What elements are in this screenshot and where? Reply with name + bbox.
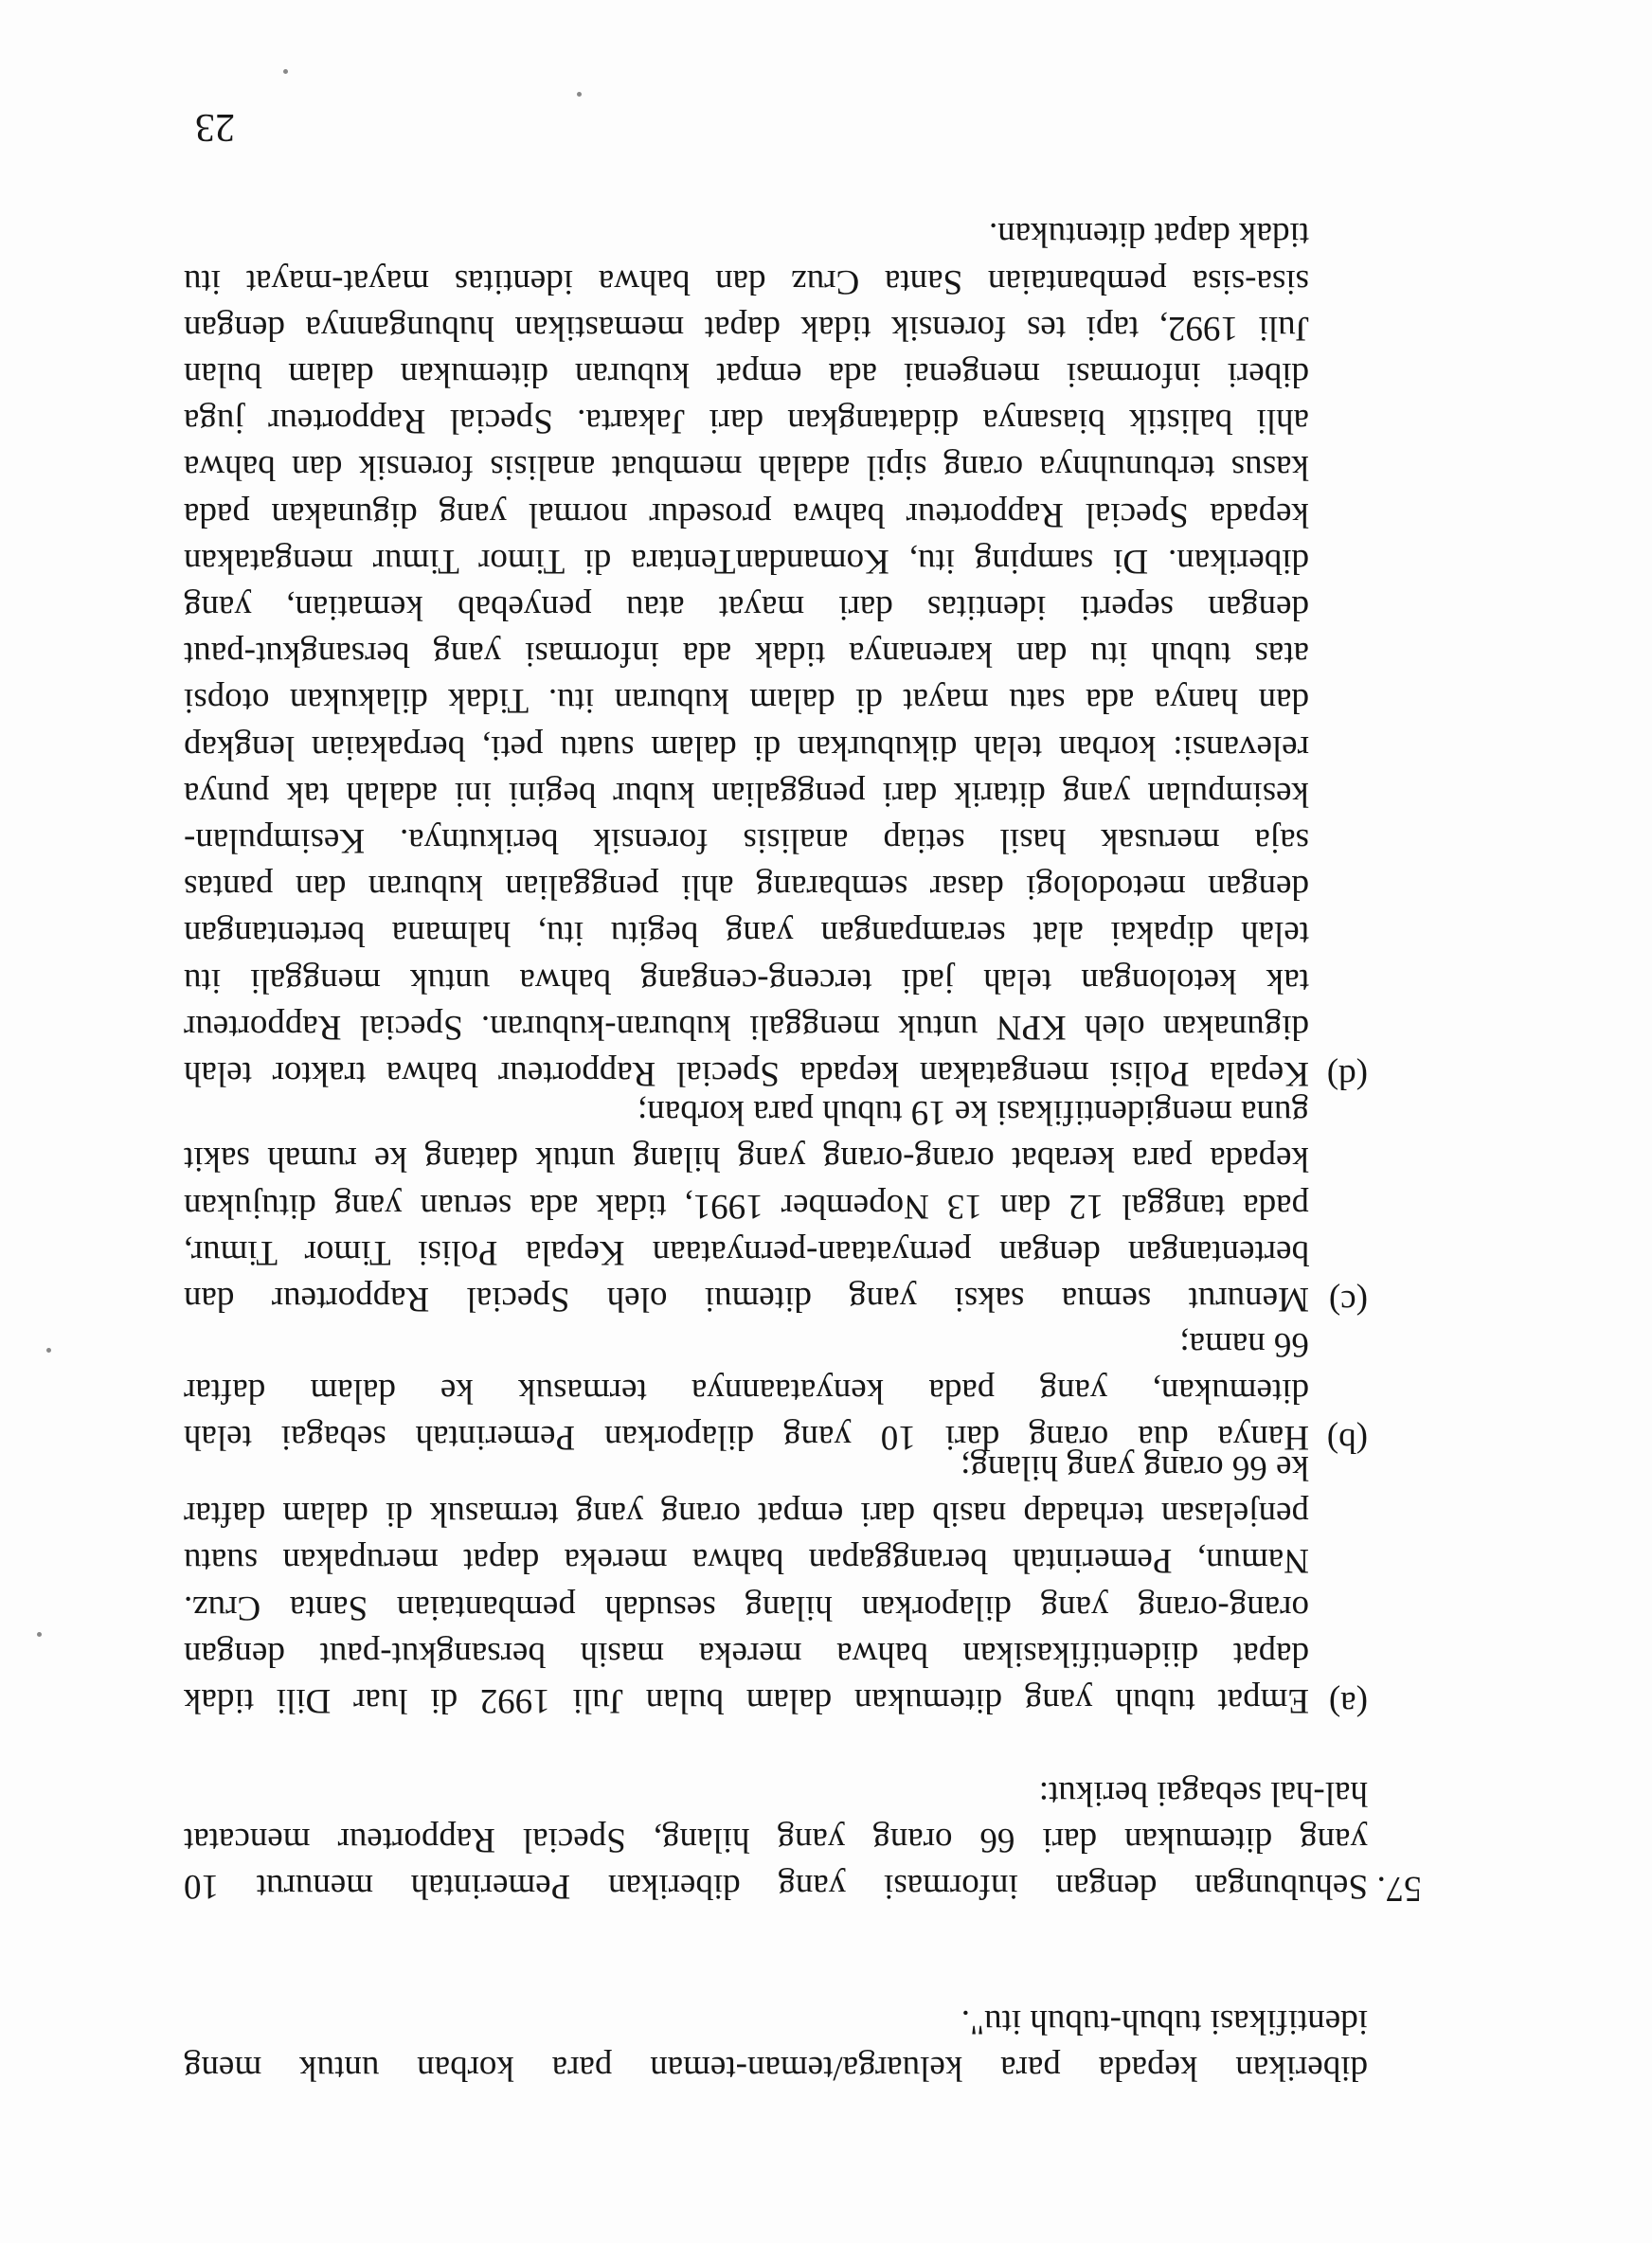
text-line: relevansi: korban telah dikuburkan di dalam suatu peti, berpakaian lengkap	[184, 727, 1309, 767]
text-line: saja merusak hasil setiap analisis forensik berikutnya. Kesimpulan-	[184, 820, 1309, 860]
text-line: tak ketolongan telah jadi terceng-cengang bahwa untuk menggali itu	[184, 960, 1309, 1000]
scan-speck	[283, 69, 288, 74]
text-line: diberikan kepada para keluarga/teman-teman para korban untuk meng	[184, 2049, 1368, 2088]
scan-speck	[46, 1348, 51, 1353]
scan-speck	[577, 92, 582, 97]
text-line: atas tubuh itu dan karenanya tidak ada informasi yang bersangkut-paut	[184, 635, 1309, 674]
text-line: identifikasi tubuh-tubuh itu".	[961, 2001, 1368, 2041]
text-line: sisa-sisa pembantaian Santa Cruz dan bahwa identitas mayat-mayat itu	[184, 261, 1309, 301]
text-line: diberikan. Di samping itu, KomandanTentara di Timor Timur mengatakan	[184, 541, 1309, 581]
continuation-paragraph	[184, 1999, 1368, 2091]
item-body-a	[184, 1444, 1309, 1724]
text-line: guna mengidentifikasi ke 19 tubuh para korban;	[637, 1093, 1309, 1133]
text-line: dengan metodologi dasar sembarang ahli penggalian kuburan dan pantas	[184, 868, 1309, 907]
text-line: ke 66 orang yang hilang;	[961, 1447, 1309, 1487]
text-line: 66 nama;	[1179, 1324, 1309, 1364]
text-line: bertentangan dengan pernyataan-pernyataan Kepala Polisi Timor Timur,	[184, 1232, 1309, 1272]
text-line: Hanya dua orang dari 10 yang dilaporkan Pemerintah sebagai telah	[184, 1418, 1309, 1457]
text-line: dapat diidentifikasikan bahwa mereka masih bersangkut-paut dengan	[184, 1634, 1309, 1674]
paragraph-number: 57.	[1376, 1869, 1422, 1909]
text-line: hal-hal sebagai berikut:	[1038, 1773, 1368, 1813]
text-line: telah dipakai alat serampangan yang begitu itu, halmana bertentangan	[184, 914, 1309, 954]
paragraph-57-intro	[184, 1769, 1368, 1910]
item-body-d	[184, 211, 1309, 1097]
text-line: kasus terbunuhnya orang sipil adalah membuat analisis forensik dan bahwa	[184, 448, 1309, 488]
text-line: penjelasan terhadap nasib dari empat orang yang termasuk di dalam daftar	[184, 1495, 1309, 1534]
item-body-b	[184, 1320, 1309, 1461]
text-line: Namun, Pemerintah beranggapan bahwa mereka dapat merupakan suatu	[184, 1541, 1309, 1581]
text-line: diberi informasi mengenai ada empat kuburan ditemukan dalam bulan	[184, 354, 1309, 394]
page-number: 23	[195, 105, 235, 149]
text-line: orang-orang yang dilaporkan hilang sesudah pembantaian Santa Cruz.	[184, 1588, 1309, 1627]
text-line: Sehubungan dengan informasi yang diberikan Pemerintah menurut 10	[184, 1867, 1368, 1906]
item-label-d: (d)	[1326, 1057, 1368, 1096]
text-line: Kepala Polisi mengatakan kepada Special Rapporteur bahwa traktor telah	[184, 1054, 1309, 1093]
text-line: ditemukan, yang pada kenyataannya termasuk ke dalam daftar	[184, 1371, 1309, 1410]
text-line: kepada Special Rapporteur bahwa prosedur normal yang digunakan pada	[184, 494, 1309, 534]
text-line: dengan seperti identitas dari mayat atau penyebab kematian, yang	[184, 587, 1309, 627]
text-line: pada tanggal 12 dan 13 Nopember 1991, tidak ada seruan yang ditujukan	[184, 1186, 1309, 1226]
item-label-c: (c)	[1328, 1283, 1368, 1321]
scan-speck	[37, 1632, 42, 1637]
text-line: digunakan oleh KPN untuk menggali kuburan-kuburan. Special Rapporteur	[184, 1007, 1309, 1047]
text-line: Empat tubuh yang ditemukan dalam bulan Juli 1992 di luar Dili tidak	[184, 1681, 1309, 1720]
item-label-a: (a)	[1328, 1684, 1368, 1723]
item-label-b: (b)	[1326, 1421, 1368, 1460]
text-line: Juli 1992, tapi tes forensik tidak dapat memastikan hubungannya dengan	[184, 308, 1309, 348]
text-line: yang ditemukan dari 66 orang yang hilang, Special Rapporteur mencatat	[184, 1820, 1368, 1859]
item-body-c	[184, 1089, 1309, 1322]
text-line: Menurut semua saksi yang ditemui oleh Special Rapporteur dan	[184, 1280, 1309, 1319]
text-line: tidak dapat ditentukan.	[988, 215, 1309, 255]
text-line: dan hanya ada satu mayat di dalam kuburan itu. Tidak dilakukan otopsi	[184, 681, 1309, 721]
text-line: kesimpulan yang ditarik dari penggalian kubur begini ini adalah tak punya	[184, 774, 1309, 814]
text-line: kepada para kerabat orang-orang yang hilang untuk datang ke rumah sakit	[184, 1139, 1309, 1179]
text-line: ahli balistik biasanya didatangkan dari Jakarta. Special Rapporteur juga	[184, 402, 1309, 441]
